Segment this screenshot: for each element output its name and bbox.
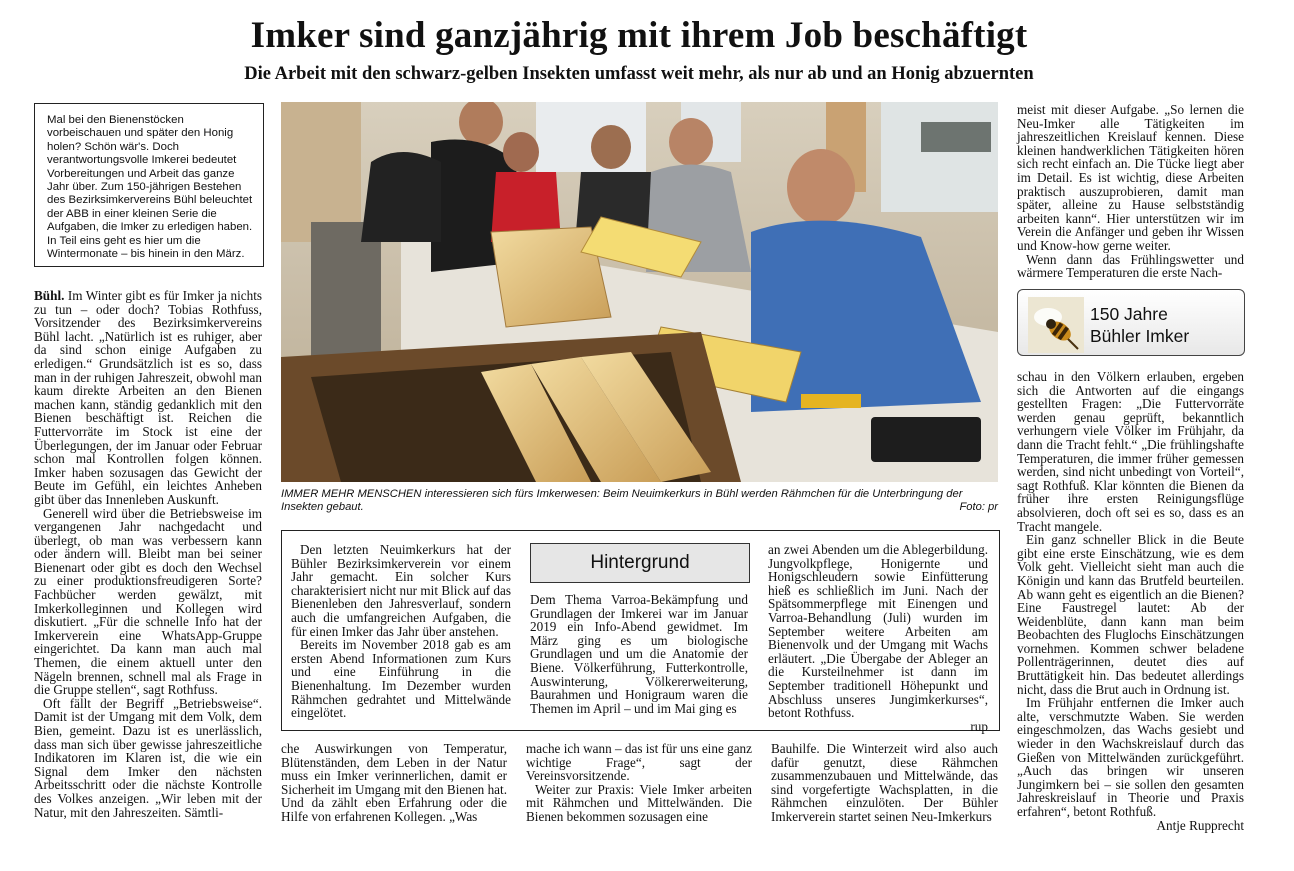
paragraph: meist mit dieser Aufgabe. „So lernen die Neu-Imker alle Tätigkeiten im jahreszeitlichen Kreislauf kennen. Diese kleinen handwerklichen Tätigkeiten hören sich recht einfach an. Die Tücke liegt aber im Detail. Es ist wichtig, diese Arbeiten praktisch auszuprobieren, damit man später, alleine zu Hause selbstständig arbeiten kann“. Hier unterstützen wir im Verein die Anfänger und geben ihr Wissen und Know-how gerne weiter.	[1017, 102, 1244, 253]
workshop-photo	[281, 102, 998, 482]
paragraph: mache ich wann – das ist für uns eine ganz wichtige Frage“, sagt der Vereinsvorsitzende.	[526, 741, 752, 784]
paragraph: Ein ganz schneller Blick in die Beute gibt eine erste Einschätzung, wie es dem Volk geht. Vielleicht sieht man auch die Königin und kann das Brutfeld beurteilen. Ab wann geht es eigentlich an die Bienen? Eine Faustregel lautet: Ab der Weidenblüte, dann kann man beim Beobachten des Fluglochs Einschätzungen vornehmen. Kommen schwer beladene Pollenträgerinnen, deutet dies auf Bruttätigkeit hin. Das bedeutet allerdings nicht, dass die Brut auch in Ordnung ist.	[1017, 532, 1244, 697]
teaser-box: Mal bei den Bienenstöcken vorbeischauen und später den Honig holen? Schön wär's. Doch verantwortungsvolle Imkerei bedeutet Vorbereitungen und Arbeit das ganze Jahr über. Zum 150-jährigen Bestehen des Bezirksimkervereins Bühl beleuchtet der ABB in einer kleinen Serie die Aufgaben, die Imker zu erledigen haben. In Teil eins geht es hier um die Wintermonate – bis hinein in den März.	[34, 103, 264, 267]
paragraph: schau in den Völkern erlauben, ergeben sich die Antworten auf die eingangs gestellten Fragen: „Die Futtervorräte werden genau geprüft, bekanntlich verhungern viele Völker im Frühjahr, da dann die Tracht fehlt.“ „Die frühlingshafte Temperaturen, die immer früher gemessen werden, sind nicht unbedingt von Vorteil“, sagt Rothfuß. Klar könnten die Bienen da früher ihre ersten Reinigungsflüge absolvieren, doch oft sei es so, dass es an Tracht mangele.	[1017, 369, 1244, 534]
bee-icon	[1028, 297, 1084, 353]
box-author: rup	[970, 718, 988, 734]
paragraph: Bauhilfe. Die Winterzeit wird also auch dafür genutzt, diese Rähmchen zusammenzubauen und Mittelwände, das sind vorgefertigte Wachsplatten, in die Rähmchen einzulöten. Der Bühler Imkerverein startet seinen Neu-Imkerkurs	[771, 741, 998, 824]
paragraph: Wenn dann das Frühlingswetter und wärmere Temperaturen die erste Nach-	[1017, 251, 1244, 281]
badge-line-1: 150 Jahre	[1090, 304, 1168, 324]
badge-line-2: Bühler Imker	[1090, 326, 1190, 346]
paragraph: Oft fällt der Begriff „Betriebsweise“. Damit ist der Umgang mit dem Volk, dem Bien, gemeint. Dazu ist es unerlässlich, dass man sich über gewisse jahreszeitliche Indikatoren im Klaren ist, die wie ein Signal dem Imker den nächsten Arbeitsschritt oder die nächste Kontrolle des Volkes anzeigen. „Wir leben mit der Natur, mit den Jahreszeiten. Sämtli-	[34, 695, 262, 820]
paragraph: Generell wird über die Betriebsweise im vergangenen Jahr nachgedacht und überlegt, ob man was verbessern kann oder ändern will. Bleibt man bei seiner Bienenart oder gibt es doch den Wechsel zu einer produktionsfreudigeren Sorte? Fachbücher werden gewälzt, mit Imkerkolleginnen und Kollegen wird diskutiert. „Für die schnelle Info hat der Imkerverein eine WhatsApp-Gruppe eingerichtet. Da kann man auch mal Themen, die einem aktuell unter den Nägeln brennen, schnell mal als Frage in die Gruppe stellen“, sagt Rothfuss.	[34, 505, 262, 698]
caption-text: interessieren sich fürs Imkerwesen: Beim Neuimkerkurs in Bühl werden Rähmchen für die Unterbringung der Insekten gebaut.	[281, 488, 963, 513]
byline: Antje Rupprecht	[1156, 817, 1244, 833]
paragraph: Den letzten Neuimkerkurs hat der Bühler Bezirksimkerverein vor einem Jahr gemacht. Ein solcher Kurs charakterisiert nicht nur mit Blick auf das Bienenleben den Jahresverlauf, sondern auch die umfangreichen Aufgaben, die für einen Imker das Jahr über anstehen.	[291, 542, 511, 639]
photo-illustration	[281, 102, 998, 482]
dateline: Bühl.	[34, 288, 65, 303]
article-column-1	[34, 289, 262, 819]
paragraph: Dem Thema Varroa-Bekämpfung und Grundlagen der Imkerei war im Januar 2019 ein Info-Abend gewidmet. Im März ging es um biologische Grundlagen und um die Anatomie der Biene. Völkerführung, Futterkontrolle, Auswinterung, Völkererweiterung, Baurahmen und Honigraum waren die Themen im April – und im Mai ging es	[530, 592, 748, 716]
caption-lead: IMMER MEHR MENSCHEN	[281, 488, 422, 500]
headline: Imker sind ganzjährig mit ihrem Job beschäftigt	[250, 15, 1028, 56]
box-column-c	[768, 543, 988, 733]
box-column-a	[291, 543, 511, 720]
article-column-2	[281, 742, 507, 824]
series-badge	[1017, 289, 1245, 356]
subheadline: Die Arbeit mit den schwarz-gelben Insekten umfasst weit mehr, als nur ab und an Honig abzuernten	[244, 64, 1034, 84]
paragraph	[34, 289, 262, 507]
paragraph: Weiter zur Praxis: Viele Imker arbeiten mit Rähmchen und Mittelwänden. Die Bienen bekommen sozusagen eine	[526, 781, 752, 824]
box-column-b	[530, 593, 748, 715]
paragraph: Im Frühjahr entfernen die Imker auch alte, verschmutzte Waben. Sie werden eingeschmolzen, das Wachs gesiebt und wieder in den Wachskreislauf durch das Gießen von Mittelwänden zurückgeführt. „Auch das bringen wir unseren Jungimkern bei – sie sollen den gesamten Jahreskreislauf in Theorie und Praxis erfahren“, betont Rothfuß.	[1017, 695, 1244, 819]
paragraph-text: Im Winter gibt es für Imker ja nichts zu tun – oder doch? Tobias Rothfuss, Vorsitzender des Bezirksimkervereins Bühl lacht. „Natürlich ist es ruhiger, aber da sind schon einige Aufgaben zu erledigen.“ Grundsätzlich ist es so, dass man in der ruhigen Jahreszeit, obwohl man kaum direkte Arbeiten an den Bienen machen kann, ständig gedanklich mit den Bienen beschäftigt ist. Reichen die Futtervorräte im Stock ist eine der Überlegungen, der im Januar oder Februar schon mal Kontrollen folgen können. Imker haben sozusagen das Gewicht der Beute im Gefühl, ein leichtes Anheben gibt über das Innenleben Auskunft.	[34, 288, 262, 507]
badge-text	[1090, 303, 1189, 347]
article-column-4	[771, 742, 998, 824]
paragraph: che Auswirkungen von Temperatur, Blütenständen, dem Leben in der Natur muss ein Imker verinnerlichen, damit er Sicherheit im Umgang mit den Bienen hat. Und da zählt eben Erfahrung oder die Hilfe von erfahrenen Kollegen. „Was	[281, 741, 507, 824]
article-column-5-top	[1017, 103, 1244, 280]
background-box-title: Hintergrund	[530, 543, 750, 583]
article-column-5-bottom	[1017, 370, 1244, 832]
photo-caption	[281, 488, 998, 514]
paragraph: Bereits im November 2018 gab es am ersten Abend Informationen zum Kurs und eine Einführung in die Bienenhaltung. Im Dezember wurden Rähmchen gedrahtet und Mittelwände eingelötet.	[291, 637, 511, 721]
photo-credit: Foto: pr	[959, 501, 998, 513]
paragraph: an zwei Abenden um die Ablegerbildung. Jungvolkpflege, Honigernte und Honigschleudern sowie Einfütterung hieß es schließlich im Juni. Nach der Spätsommerpflege mit Einengen und Varroa-Behandlung (Juli) wurden im September weitere Arbeiten am Bienenvolk und der Umgang mit Wachs erläutert. „Die Übergabe der Ableger an die Kursteilnehmer ist dann im September traditionell Höhepunkt und Abschluss unseres Jungimkerkurses“, betont Rothfuss.	[768, 542, 988, 721]
article-column-3	[526, 742, 752, 824]
